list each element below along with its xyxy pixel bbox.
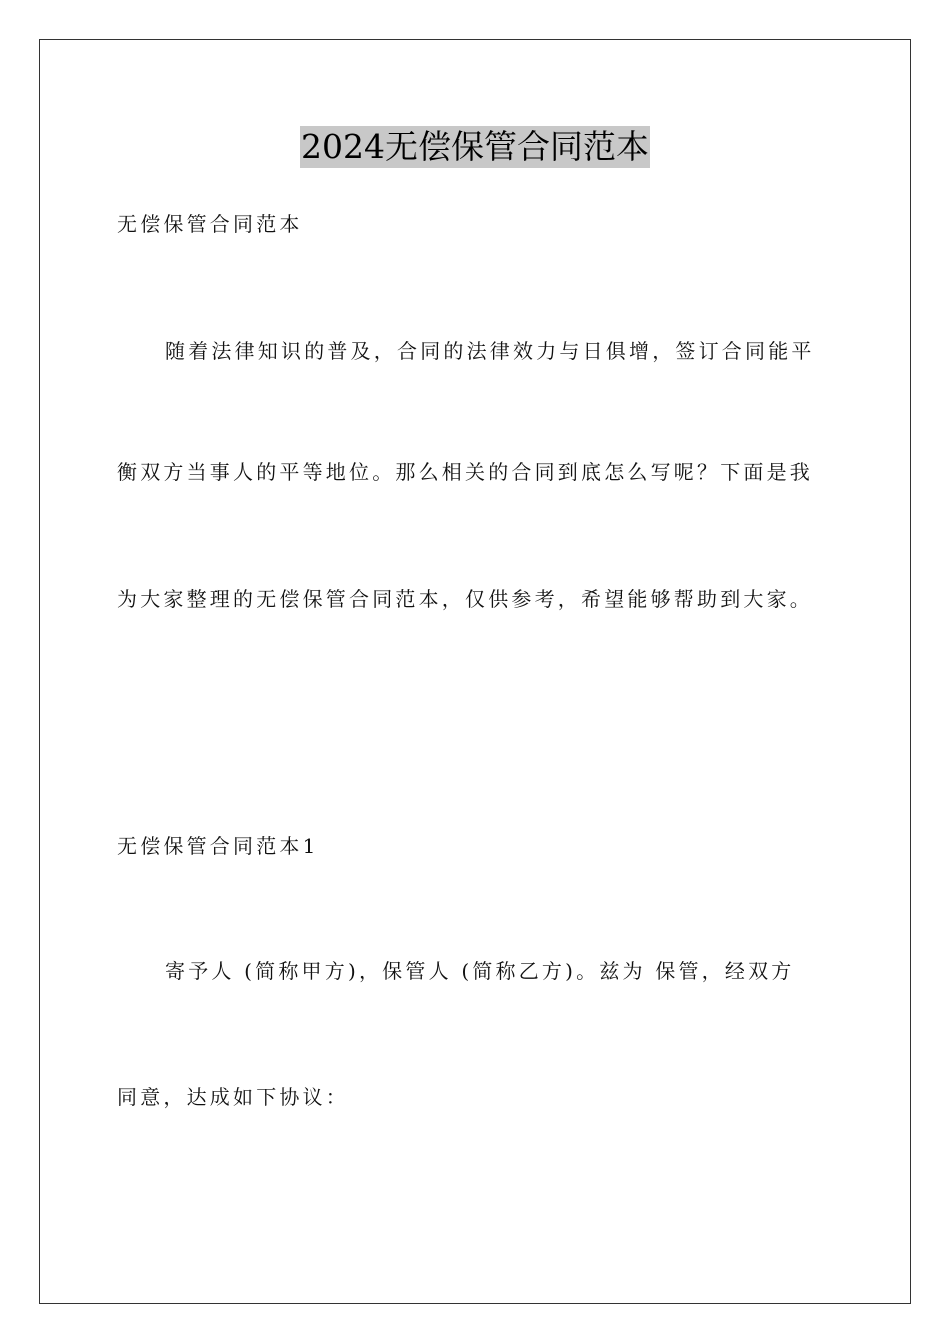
paragraph-line: 随着法律知识的普及，合同的法律效力与日俱增，签订合同能平 bbox=[165, 339, 815, 363]
subtitle: 无偿保管合同范本 bbox=[117, 212, 303, 236]
paragraph-line: 为大家整理的无偿保管合同范本，仅供参考，希望能够帮助到大家。 bbox=[117, 587, 813, 611]
paragraph-line: 衡双方当事人的平等地位。那么相关的合同到底怎么写呢？下面是我 bbox=[117, 460, 813, 484]
paragraph-line: 寄予人 (简称甲方)，保管人 (简称乙方)。兹为 保管，经双方 bbox=[165, 959, 795, 983]
section-heading: 无偿保管合同范本1 bbox=[117, 834, 319, 858]
paragraph-line: 同意，达成如下协议： bbox=[117, 1085, 349, 1109]
title-container bbox=[0, 126, 950, 174]
document-title: 2024无偿保管合同范本 bbox=[301, 127, 649, 166]
